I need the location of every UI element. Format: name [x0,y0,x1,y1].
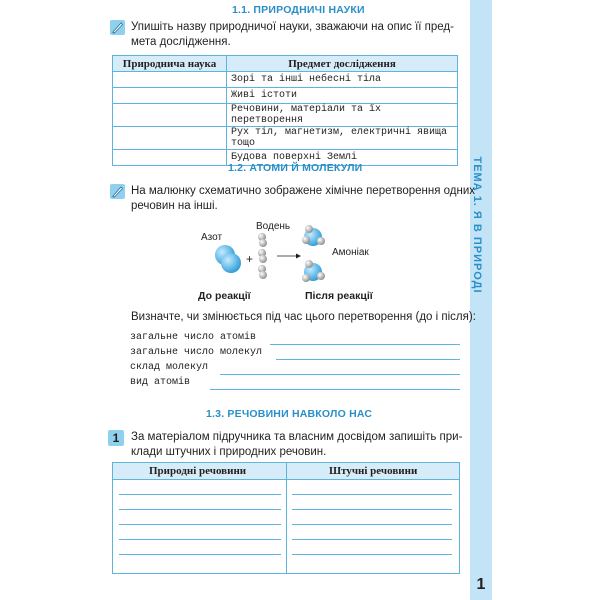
subject-cell: Будова поверхні Землі [227,150,458,166]
header-artificial: Штучні речовини [329,465,418,477]
ammonia-molecule [302,225,325,246]
subject-cell: Зорі та інші небесні тіла [227,72,458,88]
science-cell[interactable] [113,150,227,166]
label-ammonia: Амоніак [332,247,369,258]
answer-line[interactable] [119,539,281,540]
task-text-1 [131,20,454,50]
answer-line[interactable] [292,509,452,510]
topic-label: ТЕМА 1. Я В ПРИРОДІ [471,156,483,294]
substances-table [112,462,460,574]
fill-row[interactable] [130,362,460,376]
fill-row[interactable] [130,377,460,391]
label-after: Після реакції [305,290,373,302]
fill-label: загальне число молекул [130,347,263,358]
ammonia-molecule [302,260,325,282]
table-row [113,104,458,127]
answer-line[interactable] [119,509,281,510]
label-hydrogen: Водень [256,221,291,232]
table-header-subject: Предмет дослідження [227,56,458,72]
label-before: До реакції [198,290,251,302]
task-3-line-2: клади штучних і природних речовин. [131,446,327,458]
plus-sign: + [246,252,254,266]
answer-line[interactable] [119,524,281,525]
fill-label: загальне число атомів [130,332,257,343]
fill-label: склад молекул [130,362,209,373]
answer-line[interactable] [119,554,281,555]
task-2-line-1: На малюнку схематично зображене хімічне перетворення одних [131,185,476,197]
fill-row[interactable] [130,347,460,361]
task-1-line-2: мета дослідження. [131,36,231,48]
header-natural: Природні речовини [149,465,247,477]
task-2-line-2: речовин на інші. [131,200,218,212]
task-number-badge: 1 [108,430,124,446]
answer-line[interactable] [276,359,460,360]
page-number: 1 [476,576,486,593]
science-cell[interactable] [113,88,227,104]
answer-line[interactable] [292,494,452,495]
answer-line[interactable] [119,494,281,495]
table-row [113,88,458,104]
section-title-2: 1.2. АТОМИ Й МОЛЕКУЛИ [228,162,363,174]
table-header-science: Природнича наука [113,56,227,72]
nitrogen-molecule [215,245,241,273]
question-text: Визначте, чи змінюється під час цього перетворення (до і після): [131,311,476,323]
pencil-icon [110,20,125,35]
answer-line[interactable] [210,389,460,390]
subject-cell: Рух тіл, магнетизм, електричні явища тощо [227,127,458,150]
side-band [470,0,492,600]
answer-line[interactable] [292,554,452,555]
label-nitrogen: Азот [201,232,223,243]
section-title-1: 1.1. ПРИРОДНИЧІ НАУКИ [232,4,365,16]
fill-row[interactable] [130,332,460,346]
section-title-3: 1.3. РЕЧОВИНИ НАВКОЛО НАС [206,408,373,420]
column-divider [286,463,287,573]
subject-cell: Речовини, матеріали та їх перетворення [227,104,458,127]
hydrogen-molecules [258,233,267,279]
science-cell[interactable] [113,127,227,150]
science-cell[interactable] [113,104,227,127]
reaction-arrow [277,254,301,259]
table-row [113,72,458,88]
table-header-row [113,56,458,72]
reaction-diagram [205,225,355,290]
answer-line[interactable] [220,374,460,375]
answer-line[interactable] [270,344,460,345]
subject-cell: Живі істоти [227,88,458,104]
sciences-table [112,55,458,166]
pencil-icon [110,184,125,199]
answer-line[interactable] [292,539,452,540]
task-text-2 [131,184,475,214]
science-cell[interactable] [113,72,227,88]
task-3-line-1: За матеріалом підручника та власним досвідом запишіть при- [131,431,463,443]
task-text-3 [131,430,462,460]
task-1-line-1: Упишіть назву природничої науки, зважаючи на опис її пред- [131,21,454,33]
answer-line[interactable] [292,524,452,525]
fill-label: вид атомів [130,377,191,388]
table-row [113,127,458,150]
